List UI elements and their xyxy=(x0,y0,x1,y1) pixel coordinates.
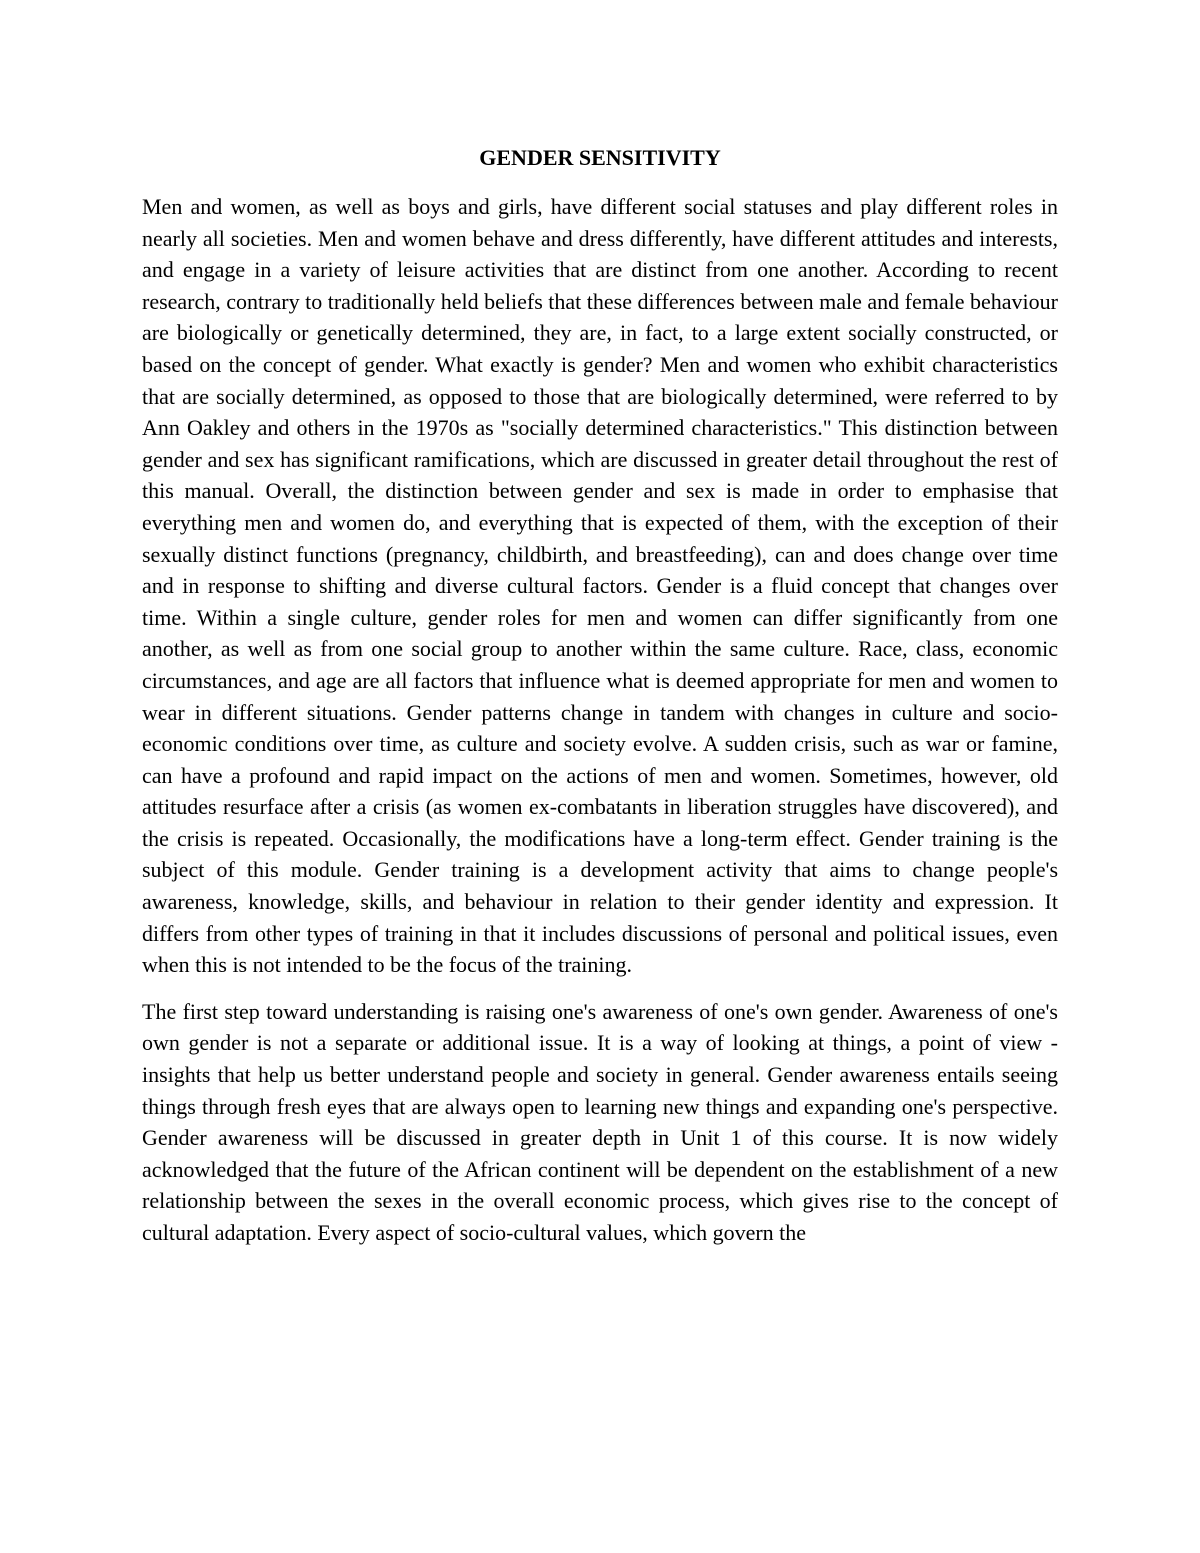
document-body xyxy=(142,191,1058,1249)
paragraph-1: Men and women, as well as boys and girls, have different social statuses and play different roles in nearly all societies. Men and women behave and dress differently, have different attitudes and interests, and engage in a variety of leisure activities that are distinct from one another. According to recent research, contrary to traditionally held beliefs that these differences between male and female behaviour are biologically or genetically determined, they are, in fact, to a large extent socially constructed, or based on the concept of gender. What exactly is gender? Men and women who exhibit characteristics that are socially determined, as opposed to those that are biologically determined, were referred to by Ann Oakley and others in the 1970s as "socially determined characteristics." This distinction between gender and sex has significant ramifications, which are discussed in greater detail throughout the rest of this manual. Overall, the distinction between gender and sex is made in order to emphasise that everything men and women do, and everything that is expected of them, with the exception of their sexually distinct functions (pregnancy, childbirth, and breastfeeding), can and does change over time and in response to shifting and diverse cultural factors. Gender is a fluid concept that changes over time. Within a single culture, gender roles for men and women can differ significantly from one another, as well as from one social group to another within the same culture. Race, class, economic circumstances, and age are all factors that influence what is deemed appropriate for men and women to wear in different situations. Gender patterns change in tandem with changes in culture and socio-economic conditions over time, as culture and society evolve. A sudden crisis, such as war or famine, can have a profound and rapid impact on the actions of men and women. Sometimes, however, old attitudes resurface after a crisis (as women ex-combatants in liberation struggles have discovered), and the crisis is repeated. Occasionally, the modifications have a long-term effect. Gender training is the subject of this module. Gender training is a development activity that aims to change people's awareness, knowledge, skills, and behaviour in relation to their gender identity and expression. It differs from other types of training in that it includes discussions of personal and political issues, even when this is not intended to be the focus of the training. xyxy=(142,194,1058,978)
document-title: GENDER SENSITIVITY xyxy=(479,145,721,170)
paragraph-2: The first step toward understanding is raising one's awareness of one's own gender. Awareness of one's own gender is not a separate or additional issue. It is a way of looking at things, a point of view - insights that help us better understand people and society in general. Gender awareness entails seeing things through fresh eyes that are always open to learning new things and expanding one's perspective. Gender awareness will be discussed in greater depth in Unit 1 of this course. It is now widely acknowledged that the future of the African continent will be dependent on the establishment of a new relationship between the sexes in the overall economic process, which gives rise to the concept of cultural adaptation. Every aspect of socio-cultural values, which govern the xyxy=(142,998,1058,1245)
